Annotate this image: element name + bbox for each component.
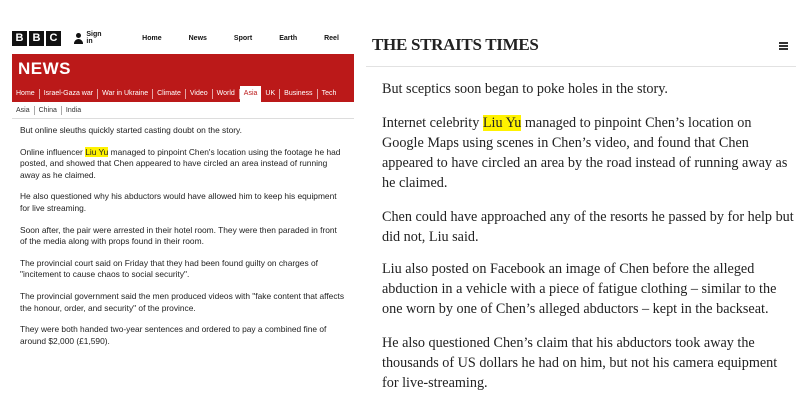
nav-item-reel[interactable]: Reel [324, 34, 339, 42]
hamburger-menu-icon[interactable] [779, 42, 788, 50]
paragraph-text: managed to pinpoint Chen's location using the footage he had posted, and showed that Chen appeared to have circled an area instead of running away as he claimed. [20, 146, 341, 180]
article-paragraph: Soon after, the pair were arrested in their hotel room. They were then paraded in front of the media along with props found in their room. [20, 224, 337, 247]
paragraph-text: Online influencer [20, 146, 86, 157]
highlighted-name: Liu Yu [85, 146, 109, 157]
nav-item-earth[interactable]: Earth [279, 34, 298, 42]
article-paragraph: The provincial court said on Friday that they had been found guilty on charges of "incitement to cause chaos to social security". [20, 257, 318, 280]
nav-item-news[interactable]: News [188, 34, 207, 42]
bbc-logo-letter: B [29, 31, 44, 46]
article-paragraph: He also questioned Chen’s claim that his abductors took away the thousands of US dollars he had on him, but not his camera equipment for live-streaming. [382, 335, 778, 391]
bbc-logo-letter: C [46, 31, 61, 46]
nav-item-sport[interactable]: Sport [233, 34, 253, 42]
bbc-logo-letter: B [12, 31, 27, 46]
article-paragraph [382, 113, 796, 193]
article-paragraph [20, 147, 346, 182]
article-paragraph: The provincial government said the men produced videos with "fake content that affects the honour, order, and security" of the province. [20, 290, 345, 313]
news-section-title[interactable]: NEWS [18, 59, 71, 78]
subnav-item-home[interactable]: Home [12, 89, 40, 99]
straits-times-article-panel [366, 26, 796, 399]
bbc-article-panel [12, 26, 354, 371]
subnav-item-ukraine[interactable]: War in Ukraine [98, 89, 153, 99]
nav-item-home[interactable]: Home [142, 34, 162, 42]
region-item-china[interactable]: China [35, 106, 62, 115]
news-subnav [12, 86, 340, 102]
sign-in-label: Sign in [86, 31, 102, 45]
paragraph-text: managed to pinpoint Chen’s location on Google Maps using scenes in Chen’s video, and found that Chen appeared to have circled an area by the road instead of running away as he claimed. [382, 115, 788, 191]
region-item-asia[interactable]: Asia [12, 106, 35, 115]
region-item-india[interactable]: India [65, 106, 82, 114]
article-paragraph: But online sleuths quickly started casting doubt on the story. [20, 125, 242, 135]
subnav-item-uk[interactable]: UK [261, 89, 280, 99]
subnav-item-asia[interactable]: Asia [240, 86, 262, 102]
bbc-article-body [12, 119, 354, 347]
subnav-item-climate[interactable]: Climate [153, 89, 186, 99]
bbc-main-nav [142, 35, 366, 42]
highlighted-name: Liu Yu [482, 115, 522, 131]
region-nav [12, 102, 354, 119]
news-banner [12, 54, 354, 102]
straits-times-logo[interactable]: THE STRAITS TIMES [372, 35, 539, 54]
user-icon [73, 33, 81, 44]
sign-in-link[interactable] [73, 31, 104, 45]
subnav-item-video[interactable]: Video [186, 89, 213, 99]
subnav-item-business[interactable]: Business [280, 89, 317, 99]
subnav-item-tech[interactable]: Tech [321, 90, 337, 97]
article-paragraph: Liu also posted on Facebook an image of Chen before the alleged abduction in a vehicle with a piece of fatigue clothing – similar to the one worn by one of Chen’s alleged abductors – kept in the backseat. [382, 261, 777, 317]
straits-times-header [366, 26, 796, 67]
article-paragraph: But sceptics soon began to poke holes in the story. [382, 81, 668, 97]
paragraph-text: Internet celebrity [382, 115, 483, 131]
subnav-item-israel-gaza[interactable]: Israel-Gaza war [40, 89, 98, 99]
straits-times-article-body [366, 67, 796, 393]
article-paragraph: They were both handed two-year sentences and ordered to pay a combined fine of around $2,000 (£1,590). [20, 324, 327, 346]
article-paragraph: He also questioned why his abductors would have allowed him to keep his equipment for live streaming. [20, 191, 337, 213]
bbc-logo[interactable] [12, 31, 61, 46]
article-paragraph: Chen could have approached any of the resorts he passed by for help but did not, Liu said. [382, 209, 794, 245]
subnav-item-world[interactable]: World [213, 89, 240, 99]
bbc-top-bar [12, 26, 354, 50]
